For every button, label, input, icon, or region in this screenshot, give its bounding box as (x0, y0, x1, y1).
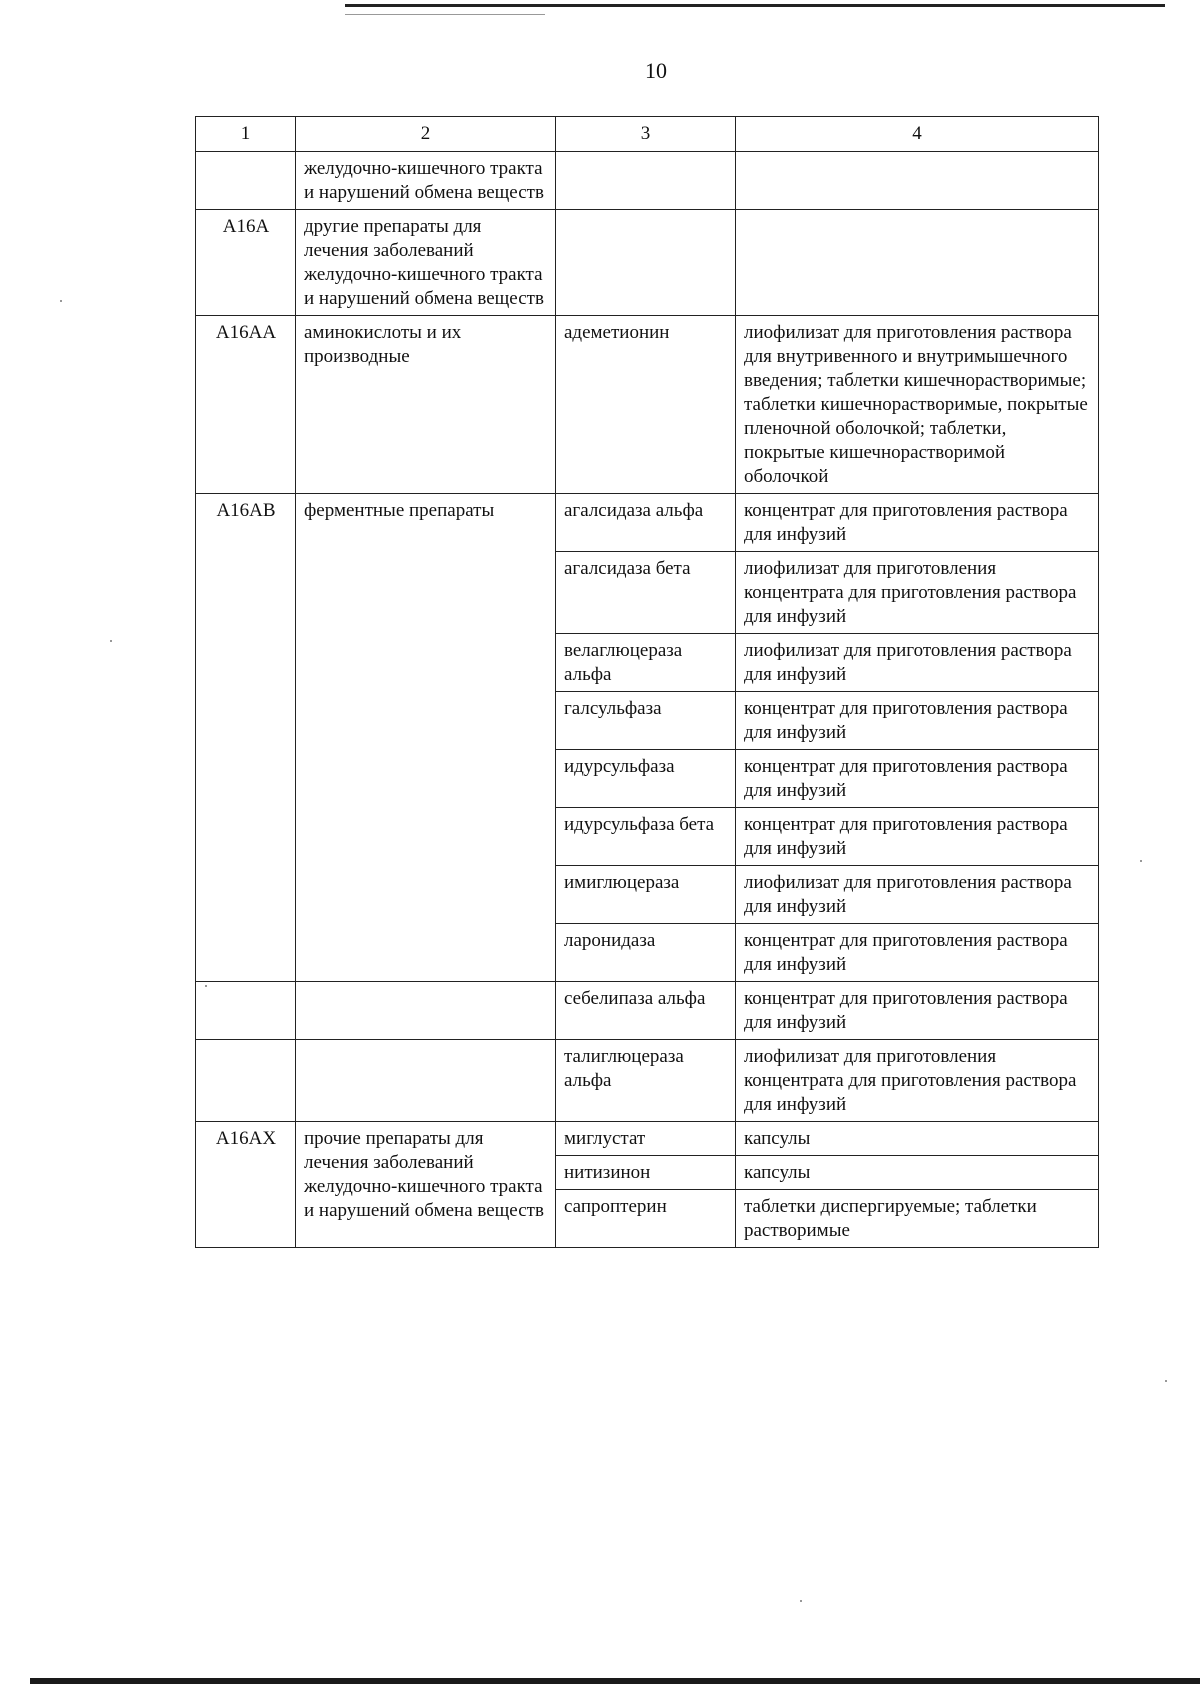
dosage-form-cell: капсулы (736, 1122, 1099, 1156)
group-cell: аминокислоты и их производные (296, 316, 556, 494)
dosage-form-cell: лиофилизат для приготовления раствора для инфузий (736, 866, 1099, 924)
table-row (196, 316, 1099, 494)
scan-border-top-thin (345, 14, 545, 15)
substance-cell: идурсульфаза (556, 750, 736, 808)
table-row (196, 152, 1099, 210)
atc-code-cell: A16AB (196, 494, 296, 982)
atc-code-cell (196, 982, 296, 1040)
substance-cell: сапроптерин (556, 1190, 736, 1248)
dosage-form-cell: лиофилизат для приготовления раствора для внутривенного и внутримышечного введения; таблетки кишечнорастворимые; таблетки кишечнорастворимые, покрытые пленочной оболочкой; таблетки, покрытые кишечнорастворимой оболочкой (736, 316, 1099, 494)
table-row (196, 1040, 1099, 1122)
substance-cell: агалсидаза бета (556, 552, 736, 634)
substance-cell: имиглюцераза (556, 866, 736, 924)
header-col-2: 2 (296, 117, 556, 152)
dosage-form-cell (736, 152, 1099, 210)
substance-cell (556, 210, 736, 316)
substance-cell: миглустат (556, 1122, 736, 1156)
substance-cell (556, 152, 736, 210)
substance-cell: ларонидаза (556, 924, 736, 982)
atc-code-cell: A16AX (196, 1122, 296, 1248)
substance-cell: талиглюцераза альфа (556, 1040, 736, 1122)
group-cell (296, 1040, 556, 1122)
group-cell: желудочно-кишечного тракта и нарушений обмена веществ (296, 152, 556, 210)
substance-cell: велаглюцераза альфа (556, 634, 736, 692)
scan-speck (1140, 860, 1142, 862)
substance-cell: агалсидаза альфа (556, 494, 736, 552)
scan-speck (205, 985, 207, 987)
group-cell: прочие препараты для лечения заболеваний желудочно-кишечного тракта и нарушений обмена веществ (296, 1122, 556, 1248)
scan-speck (1165, 1380, 1167, 1382)
dosage-form-cell: концентрат для приготовления раствора для инфузий (736, 808, 1099, 866)
dosage-form-cell (736, 210, 1099, 316)
table-row (196, 982, 1099, 1040)
dosage-form-cell: концентрат для приготовления раствора для инфузий (736, 982, 1099, 1040)
atc-code-cell: A16A (196, 210, 296, 316)
header-col-1: 1 (196, 117, 296, 152)
table-row (196, 210, 1099, 316)
group-cell: другие препараты для лечения заболеваний желудочно-кишечного тракта и нарушений обмена веществ (296, 210, 556, 316)
group-cell: ферментные препараты (296, 494, 556, 982)
medication-table (195, 116, 1099, 1248)
scan-speck (110, 640, 112, 642)
atc-code-cell: A16AA (196, 316, 296, 494)
dosage-form-cell: таблетки диспергируемые; таблетки растворимые (736, 1190, 1099, 1248)
dosage-form-cell: лиофилизат для приготовления раствора для инфузий (736, 634, 1099, 692)
substance-cell: идурсульфаза бета (556, 808, 736, 866)
dosage-form-cell: концентрат для приготовления раствора для инфузий (736, 692, 1099, 750)
substance-cell: нитизинон (556, 1156, 736, 1190)
table-header-row (196, 117, 1099, 152)
scan-border-top (345, 4, 1165, 7)
atc-code-cell (196, 152, 296, 210)
substance-cell: адеметионин (556, 316, 736, 494)
group-cell (296, 982, 556, 1040)
page-number: 10 (645, 58, 667, 83)
table-row (196, 1122, 1099, 1156)
table-row (196, 494, 1099, 552)
dosage-form-cell: концентрат для приготовления раствора для инфузий (736, 494, 1099, 552)
dosage-form-cell: капсулы (736, 1156, 1099, 1190)
scan-speck (800, 1600, 802, 1602)
dosage-form-cell: концентрат для приготовления раствора для инфузий (736, 924, 1099, 982)
atc-code-cell (196, 1040, 296, 1122)
scan-speck (60, 300, 62, 302)
header-col-3: 3 (556, 117, 736, 152)
substance-cell: себелипаза альфа (556, 982, 736, 1040)
dosage-form-cell: лиофилизат для приготовления концентрата для приготовления раствора для инфузий (736, 552, 1099, 634)
scan-border-bottom (30, 1678, 1200, 1684)
substance-cell: галсульфаза (556, 692, 736, 750)
dosage-form-cell: лиофилизат для приготовления концентрата для приготовления раствора для инфузий (736, 1040, 1099, 1122)
dosage-form-cell: концентрат для приготовления раствора для инфузий (736, 750, 1099, 808)
header-col-4: 4 (736, 117, 1099, 152)
